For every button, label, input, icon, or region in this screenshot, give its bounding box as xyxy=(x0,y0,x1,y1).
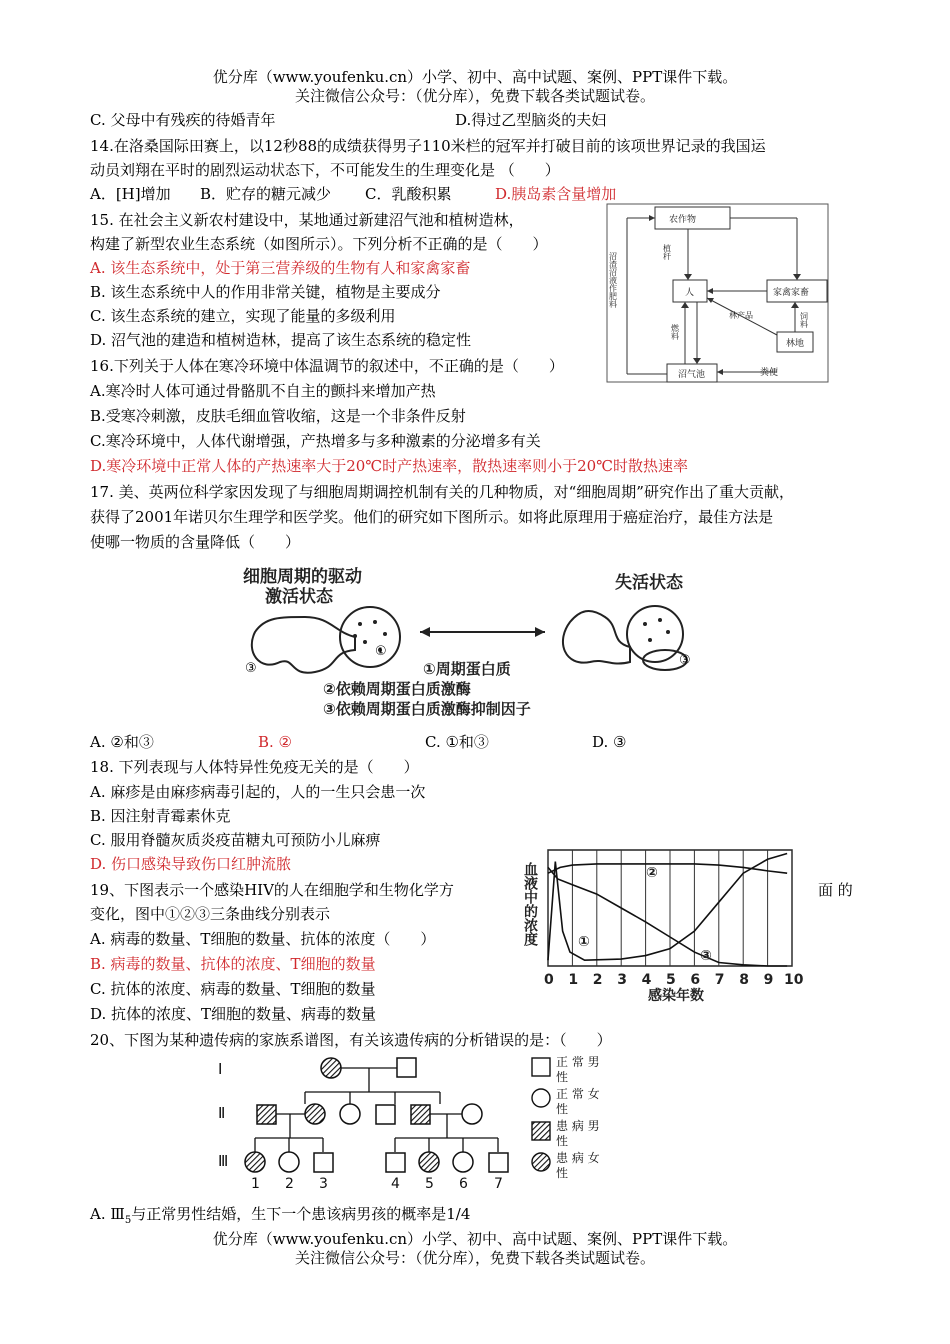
pedigree-chart xyxy=(210,1050,630,1190)
chart-x-tick: 10 xyxy=(784,972,804,988)
fig-left-title-1: 细胞周期的驱动 xyxy=(243,567,362,587)
right-cyclin-circle xyxy=(627,606,683,662)
chart-x-tick: 9 xyxy=(763,972,774,988)
gen-label-1: Ⅰ xyxy=(218,1060,223,1078)
q15-option-c: C. 该生态系统的建立，实现了能量的多级利用 xyxy=(90,307,396,325)
legend-normal-male-b: 性 xyxy=(556,1070,569,1084)
II-6-normal-female xyxy=(462,1104,482,1124)
q18-option-a: A. 麻疹是由麻疹病毒引起的，人的一生只会患一次 xyxy=(90,783,426,801)
pedigree-III-number: 3 xyxy=(319,1176,328,1192)
legend-affected-male-a: 患 病 男 xyxy=(556,1119,600,1133)
q20-option-a-post: 与正常男性结婚，生下一个患该病男孩的概率是1/4 xyxy=(131,1205,471,1223)
III-4-normal-male xyxy=(386,1153,405,1172)
chart-series-line-3 xyxy=(548,867,787,966)
II-5-affected-male xyxy=(411,1105,430,1124)
page-header-line2: 关注微信公众号：（优分库），免费下载各类试题试卷。 xyxy=(294,87,655,105)
right-kinase-shape xyxy=(563,611,630,664)
q19-option-c: C. 抗体的浓度、病毒的数量、T细胞的数量 xyxy=(90,980,376,998)
q17-stem-3: 使哪一物质的含量降低（ ） xyxy=(90,533,301,551)
legend-normal-female-a: 正 常 女 xyxy=(556,1087,600,1101)
q16-option-d: D.寒冷环境中正常人体的产热速率大于20℃时产热速率，散热速率则小于20℃时散热速率 xyxy=(90,457,688,475)
diagram-forest-label: 林地 xyxy=(786,339,805,349)
legend-affected-female-b: 性 xyxy=(556,1166,569,1180)
chart-x-tick: 6 xyxy=(690,972,701,988)
III-2-normal-female xyxy=(279,1152,299,1172)
curve-label-3: ③ xyxy=(700,948,712,964)
fig-left-title-2: 激活状态 xyxy=(265,587,333,607)
diagram-livestock-label: 家禽家畜 xyxy=(773,288,810,298)
pedigree-III-number: 1 xyxy=(251,1176,260,1192)
q13-option-d: D.得过乙型脑炎的夫妇 xyxy=(455,111,607,129)
q17-option-b: B. ② xyxy=(258,733,293,751)
q15-option-a: A. 该生态系统中，处于第三营养级的生物有人和家禽家畜 xyxy=(90,259,471,277)
gen-label-3: Ⅲ xyxy=(218,1152,229,1170)
q19-stem-2: 变化，图中①②③三条曲线分别表示 xyxy=(90,905,331,923)
q16-stem: 16.下列关于人体在寒冷环境中体温调节的叙述中，不正确的是（ ） xyxy=(90,357,564,375)
q16-option-c: C.寒冷环境中，人体代谢增强，产热增多与多种激素的分泌增多有关 xyxy=(90,432,541,450)
ecosystem-diagram xyxy=(605,202,830,384)
pedigree-III-number: 7 xyxy=(494,1176,503,1192)
q15-stem-2: 构建了新型农业生态系统（如图所示）。下列分析不正确的是（ ） xyxy=(90,235,548,253)
III-7-normal-male xyxy=(489,1153,508,1172)
III-3-normal-male xyxy=(314,1153,333,1172)
chart-series-line-2 xyxy=(548,864,787,873)
pedigree-III-number: 5 xyxy=(425,1176,434,1192)
q15-option-b: B. 该生态系统中人的作用非常关键，植物是主要成分 xyxy=(90,283,441,301)
diagram-human-label: 人 xyxy=(685,288,695,298)
I-1-affected-female xyxy=(321,1058,341,1078)
q20-option-a xyxy=(90,1204,470,1231)
chart-x-tick: 4 xyxy=(641,972,652,988)
legend-affected-female-a: 患 病 女 xyxy=(556,1151,600,1165)
q20-option-a-sub: 5 xyxy=(124,1215,132,1226)
chart-ylabel: 血液中的浓度 xyxy=(522,862,538,946)
legend-affected-male-b: 性 xyxy=(556,1134,569,1148)
diagram-forest-products-label: 林产品 xyxy=(729,311,753,320)
chart-x-tick: 3 xyxy=(617,972,627,988)
diagram-straw-label: 植秆 xyxy=(662,244,672,260)
left-kinase-shape xyxy=(252,617,355,673)
fig-right-title: 失活状态 xyxy=(615,573,683,593)
diagram-crop-label: 农作物 xyxy=(669,215,697,225)
q16-option-b: B.受寒冷刺激，皮肤毛细血管收缩，这是一个非条件反射 xyxy=(90,407,466,425)
chart-x-tick: 8 xyxy=(739,972,749,988)
q14-option-a: A．[H]增加 xyxy=(90,185,171,203)
legend-affected-female-symbol xyxy=(532,1153,550,1171)
q18-option-b: B. 因注射青霉素休克 xyxy=(90,807,231,825)
q14-option-c: C．乳酸积累 xyxy=(365,185,452,203)
III-5-affected-female xyxy=(419,1152,439,1172)
q19-option-b: B. 病毒的数量、抗体的浓度、T细胞的数量 xyxy=(90,955,376,973)
chart-x-tick: 7 xyxy=(714,972,725,988)
fig-right-num3: ③ xyxy=(679,653,691,668)
hiv-chart xyxy=(520,842,804,1004)
fig-legend-3: ③依赖周期蛋白质激酶抑制因子 xyxy=(323,700,531,718)
q15-stem-1: 15. 在社会主义新农村建设中，某地通过新建沼气池和植树造林， xyxy=(90,211,524,229)
chart-xlabel: 感染年数 xyxy=(648,988,704,1004)
q17-stem-2: 获得了2001年诺贝尔生理学和医学奖。他们的研究如下图所示。如将此原理用于癌症治疗，最佳方法是 xyxy=(90,508,774,526)
chart-x-tick: 0 xyxy=(544,972,554,988)
diagram-biogas-label: 沼气池 xyxy=(678,370,706,380)
curve-label-1: ① xyxy=(578,934,590,950)
fig-left-num1: ① xyxy=(375,644,387,659)
legend-normal-female-b: 性 xyxy=(556,1102,569,1116)
pedigree-III-number: 2 xyxy=(285,1176,294,1192)
q19-option-a: A. 病毒的数量、T细胞的数量、抗体的浓度（ ） xyxy=(90,930,436,948)
fig-legend-1: ①周期蛋白质 xyxy=(423,660,511,678)
curve-label-2: ② xyxy=(646,865,658,881)
q20-option-a-pre: A. Ⅲ xyxy=(90,1205,125,1223)
II-2-affected-female xyxy=(305,1104,325,1124)
III-6-normal-female xyxy=(453,1152,473,1172)
page-header-line1: 优分库（www.youfenku.cn）小学、初中、高中试题、案例、PPT课件下载。 xyxy=(212,68,738,86)
page-footer-line1: 优分库（www.youfenku.cn）小学、初中、高中试题、案例、PPT课件下载。 xyxy=(212,1230,738,1248)
q17-option-d: D. ③ xyxy=(592,733,627,751)
q17-option-a: A. ②和③ xyxy=(90,733,154,751)
cell-cycle-figure xyxy=(235,562,725,722)
q18-stem: 18. 下列表现与人体特异性免疫无关的是（ ） xyxy=(90,758,419,776)
q14-stem-2: 动员刘翔在平时的剧烈运动状态下，不可能发生的生理变化是 （ ） xyxy=(90,161,560,179)
II-4-normal-male xyxy=(376,1105,395,1124)
pedigree-III-number: 6 xyxy=(459,1176,468,1192)
legend-normal-male-a: 正 常 男 xyxy=(556,1055,600,1069)
chart-x-tick: 5 xyxy=(666,972,676,988)
legend-normal-female-symbol xyxy=(532,1089,550,1107)
q19-stem-1b: 面 的 xyxy=(818,881,853,899)
chart-x-tick: 2 xyxy=(592,972,603,988)
q20-stem: 20、下图为某种遗传病的家族系谱图，有关该遗传病的分析错误的是：（ ） xyxy=(90,1031,612,1049)
q13-option-c: C. 父母中有残疾的待婚青年 xyxy=(90,111,276,129)
q17-stem-1: 17. 美、英两位科学家因发现了与细胞周期调控机制有关的几种物质，对“细胞周期”研究作出了重大贡献， xyxy=(90,483,794,501)
q14-option-b: B．贮存的糖元减少 xyxy=(200,185,332,203)
gen-label-2: Ⅱ xyxy=(218,1104,226,1122)
q18-option-c: C. 服用脊髓灰质炎疫苗糖丸可预防小儿麻痹 xyxy=(90,831,381,849)
legend-affected-male-symbol xyxy=(532,1122,550,1140)
diagram-manure-label: 粪便 xyxy=(760,368,779,378)
q16-option-a: A.寒冷时人体可通过骨骼肌不自主的颤抖来增加产热 xyxy=(90,382,436,400)
I-2-normal-male xyxy=(397,1058,416,1077)
chart-x-tick: 1 xyxy=(568,972,579,988)
diagram-fertilizer-label: 沼渣沼液作肥料 xyxy=(608,252,618,308)
q19-option-d: D. 抗体的浓度、T细胞的数量、病毒的数量 xyxy=(90,1005,377,1023)
page-footer-line2: 关注微信公众号：（优分库），免费下载各类试题试卷。 xyxy=(294,1249,655,1267)
q19-stem-1a: 19、下图表示一个感染HIV的人在细胞学和生物化学方 xyxy=(90,881,454,899)
fig-legend-2: ②依赖周期蛋白质激酶 xyxy=(323,680,471,698)
q14-stem-1: 14.在洛桑国际田赛上，以12秒88的成绩获得男子110米栏的冠军并打破目前的该项世界记录的我国运 xyxy=(90,137,766,155)
q15-option-d: D. 沼气池的建造和植树造林，提高了该生态系统的稳定性 xyxy=(90,331,472,349)
III-1-affected-female xyxy=(245,1152,265,1172)
left-cyclin-circle xyxy=(340,607,400,667)
diagram-fuel-label: 燃料 xyxy=(670,324,680,340)
q18-option-d: D. 伤口感染导致伤口红肿流脓 xyxy=(90,855,292,873)
legend-normal-male-symbol xyxy=(532,1058,550,1076)
II-1-affected-male xyxy=(257,1105,276,1124)
fig-left-num3: ③ xyxy=(245,661,257,676)
q14-option-d: D.胰岛素含量增加 xyxy=(495,185,617,203)
pedigree-III-number: 4 xyxy=(391,1176,400,1192)
diagram-feed-label: 饲料 xyxy=(799,312,809,328)
II-3-normal-female xyxy=(340,1104,360,1124)
q17-option-c: C. ①和③ xyxy=(425,733,489,751)
